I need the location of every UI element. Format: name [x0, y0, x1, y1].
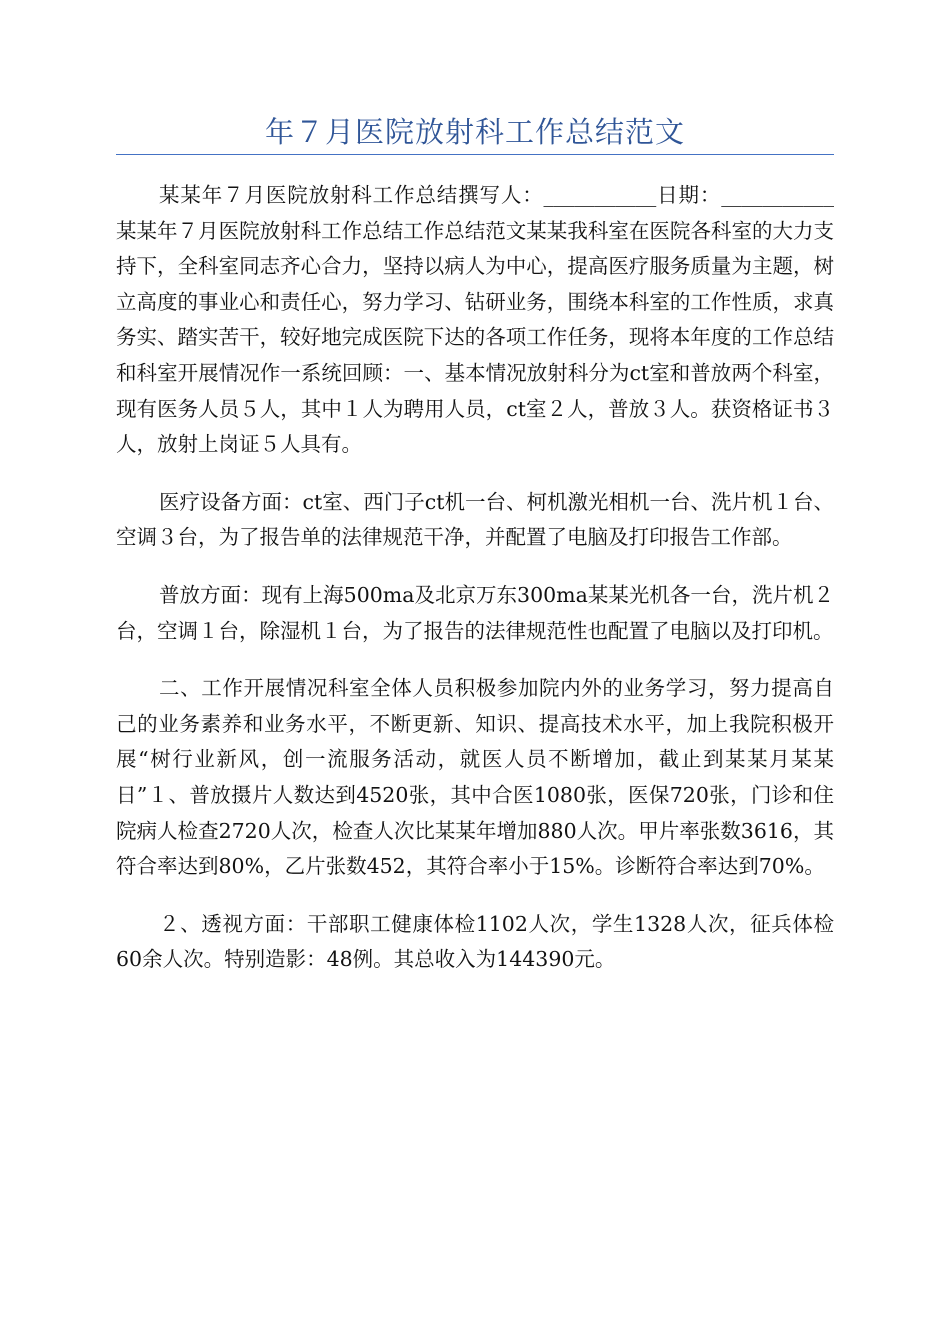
- paragraph-equipment: 医疗设备方面：ct室、西门子ct机一台、柯机激光相机一台、洗片机１台、空调３台，为了报告单的法律规范干净，并配置了电脑及打印报告工作部。: [116, 489, 834, 550]
- paragraph-fluoroscopy: ２、透视方面：干部职工健康体检1102人次，学生1328人次，征兵体检60余人次。特别造影：48例。其总收入为144390元。: [116, 911, 834, 972]
- paragraph-intro: 某某年７月医院放射科工作总结撰写人：___________日期：___________某某年７月医院放射科工作总结工作总结范文某某我科室在医院各科室的大力支持下，全科室同志齐心合力，坚持以病人为中心，提高医疗服务质量为主题，树立高度的事业心和责任心，努力学习、钻研业务，围绕本科室的工作性质，求真务实、踏实苦干，较好地完成医院下达的各项工作任务，现将本年度的工作总结和科室开展情况作一系统回顾：一、基本情况放射科分为ct室和普放两个科室，现有医务人员５人，其中１人为聘用人员，ct室２人，普放３人。获资格证书３人，放射上岗证５人具有。: [116, 183, 834, 457]
- title-underline: [116, 154, 834, 155]
- paragraph-work-progress: 二、工作开展情况科室全体人员积极参加院内外的业务学习，努力提高自己的业务素养和业务水平，不断更新、知识、提高技术水平，加上我院积极开展“树行业新风，创一流服务活动，就医人员不断增加，截止到某某月某某日”１、普放摄片人数达到4520张，其中合医1080张，医保720张，门诊和住院病人检查2720人次，检查人次比某某年增加880人次。甲片率张数3616，其符合率达到80%，乙片张数452，其符合率小于15%。诊断符合率达到70%。: [116, 676, 834, 879]
- paragraph-general-radiography: 普放方面：现有上海500ma及北京万东300ma某某光机各一台，洗片机２台，空调１台，除湿机１台，为了报告的法律规范性也配置了电脑以及打印机。: [116, 582, 834, 643]
- document-title: 年７月医院放射科工作总结范文: [264, 115, 685, 149]
- document-body: [116, 178, 834, 1000]
